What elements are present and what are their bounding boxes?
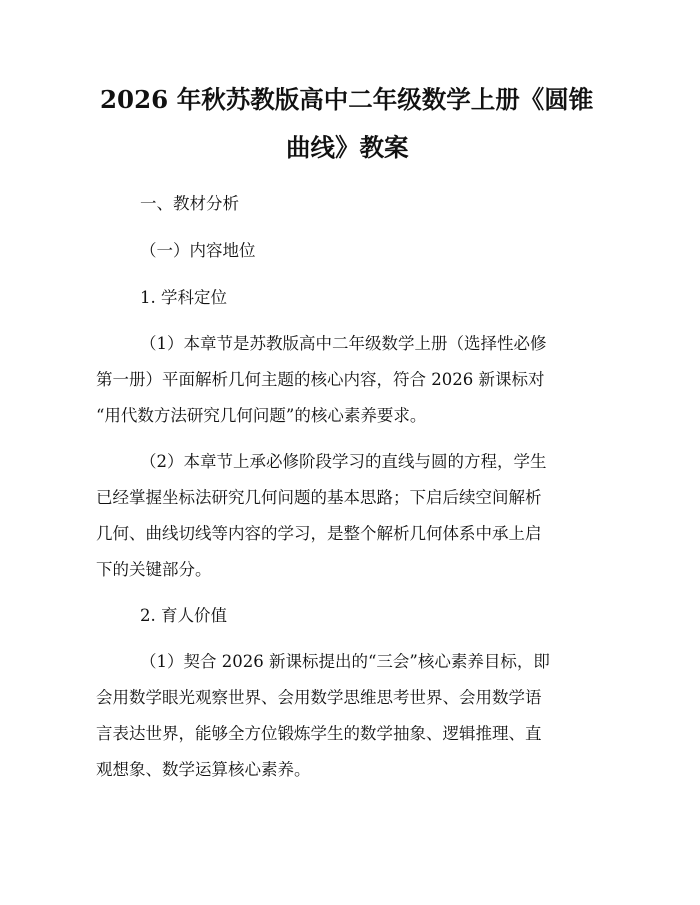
paragraph-line: 下的关键部分。 xyxy=(96,560,212,579)
section-heading-textbook-analysis: 一、教材分析 xyxy=(140,194,239,213)
paragraph-line: （1）契合 2026 新课标提出的“三会”核心素养目标，即 xyxy=(140,652,550,671)
paragraph-line: “用代数方法研究几何问题”的核心素养要求。 xyxy=(96,406,427,425)
document-title-line-2: 曲线》教案 xyxy=(286,133,409,162)
paragraph-line: 已经掌握坐标法研究几何问题的基本思路；下启后续空间解析 xyxy=(96,488,542,507)
paragraph-line: 第一册）平面解析几何主题的核心内容，符合 2026 新课标对 xyxy=(96,370,545,389)
item-heading-subject-positioning: 1. 学科定位 xyxy=(140,288,227,307)
document-title-line-1: 2026 年秋苏教版高中二年级数学上册《圆锥 xyxy=(100,85,594,114)
paragraph-line: 几何、曲线切线等内容的学习，是整个解析几何体系中承上启 xyxy=(96,524,542,543)
item-heading-educational-value: 2. 育人价值 xyxy=(140,606,227,625)
paragraph-line: 会用数学眼光观察世界、会用数学思维思考世界、会用数学语 xyxy=(96,688,542,707)
paragraph-line: 言表达世界，能够全方位锻炼学生的数学抽象、逻辑推理、直 xyxy=(96,724,542,743)
paragraph-line: （1）本章节是苏教版高中二年级数学上册（选择性必修 xyxy=(140,334,547,353)
paragraph-line: （2）本章节上承必修阶段学习的直线与圆的方程，学生 xyxy=(140,452,547,471)
paragraph-line: 观想象、数学运算核心素养。 xyxy=(96,760,311,779)
subsection-heading-content-position: （一）内容地位 xyxy=(140,241,256,260)
